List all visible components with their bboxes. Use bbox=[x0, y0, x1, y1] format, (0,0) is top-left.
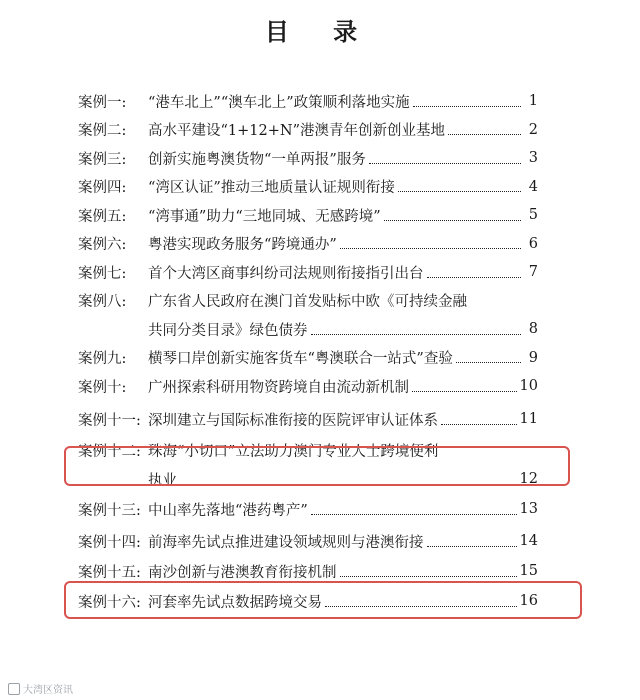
toc-entry-label: 案例十: bbox=[78, 379, 127, 396]
toc-entry-page-number: 7 bbox=[528, 264, 538, 280]
toc-entry-page-number: 13 bbox=[519, 501, 538, 517]
toc-entry-label: 案例三: bbox=[78, 151, 127, 168]
toc-entry-page-number: 10 bbox=[519, 378, 538, 394]
toc-entry[interactable] bbox=[78, 288, 538, 314]
toc-entry-leader bbox=[456, 362, 521, 363]
toc-entry[interactable] bbox=[78, 174, 538, 200]
toc-entry-leader bbox=[340, 248, 521, 249]
toc-entry-page-number: 9 bbox=[528, 349, 538, 366]
toc-entry-title: 粤港实现政务服务“跨境通办” bbox=[148, 237, 337, 253]
toc-entry-label: 案例八: bbox=[78, 294, 127, 310]
toc-entry-label: 案例六: bbox=[78, 237, 127, 253]
toc-entry-leader bbox=[441, 424, 517, 425]
toc-entry-label: 案例五: bbox=[78, 208, 127, 225]
toc-entry-leader bbox=[427, 277, 522, 278]
toc-entry-title: 珠海“小切口”立法助力澳门专业人士跨境便利 bbox=[148, 443, 439, 460]
toc-entry-label: 案例二: bbox=[78, 123, 127, 139]
toc-entry-label: 案例十六: bbox=[78, 594, 141, 611]
toc-entry[interactable] bbox=[78, 406, 538, 432]
toc-entry-page-number: 11 bbox=[519, 411, 538, 427]
toc-entry-title: 河套率先试点数据跨境交易 bbox=[148, 594, 322, 611]
watermark-text: 大湾区资讯 bbox=[23, 685, 73, 696]
toc-entry-leader bbox=[398, 191, 521, 192]
toc-entry-title: 共同分类目录》绿色债券 bbox=[148, 322, 308, 339]
toc-entry-leader bbox=[311, 514, 517, 515]
toc-entry-title: 创新实施粤澳货物“一单两报”服务 bbox=[148, 151, 366, 168]
toc-entry-page-number: 16 bbox=[519, 593, 538, 609]
watermark-logo-icon bbox=[8, 683, 20, 695]
toc-entry-page-number: 12 bbox=[519, 471, 538, 487]
toc-title: 目 录 bbox=[264, 17, 376, 46]
toc-entry-page-number: 2 bbox=[528, 121, 538, 138]
toc-entry-leader bbox=[311, 334, 522, 335]
toc-entry[interactable] bbox=[78, 88, 538, 114]
toc-entry-label: 案例九: bbox=[78, 351, 127, 367]
watermark bbox=[8, 681, 73, 696]
toc-entry[interactable] bbox=[78, 528, 538, 554]
toc-entry-label: 案例十五: bbox=[78, 564, 141, 581]
toc-entry-page-number: 15 bbox=[519, 563, 538, 579]
toc-entry[interactable] bbox=[78, 373, 538, 399]
toc-entry[interactable] bbox=[78, 496, 538, 522]
toc-entry-title: 横琴口岸创新实施客货车“粤澳联合一站式”查验 bbox=[148, 351, 453, 367]
toc-entry-leader bbox=[412, 391, 517, 392]
toc-entry-leader bbox=[369, 163, 521, 164]
toc-entry-title: 执业 bbox=[148, 472, 177, 489]
toc-entry-title: 广州探索科研用物资跨境自由流动新机制 bbox=[148, 379, 409, 396]
toc-entry-page-number: 1 bbox=[528, 93, 538, 109]
highlight-box-case-14 bbox=[64, 581, 582, 619]
toc-entry[interactable] bbox=[78, 345, 538, 371]
toc-entry-title: 首个大湾区商事纠纷司法规则衔接指引出台 bbox=[148, 265, 424, 282]
toc-entry-page-number: 6 bbox=[528, 235, 538, 252]
toc-entry-leader bbox=[448, 134, 521, 135]
toc-entry-leader bbox=[340, 576, 517, 577]
toc-entry-title: “港车北上”“澳车北上”政策顺利落地实施 bbox=[148, 94, 410, 111]
toc-entry-page-number: 14 bbox=[519, 533, 538, 549]
toc-entry-label: 案例十四: bbox=[78, 534, 141, 551]
toc-entry-title: 广东省人民政府在澳门首发贴标中欧《可持续金融 bbox=[148, 294, 467, 310]
toc-entry-page-number: 4 bbox=[528, 178, 538, 195]
highlight-box-case-11 bbox=[64, 446, 570, 486]
toc-entry-title: “湾事通”助力“三地同城、无感跨境” bbox=[148, 208, 381, 225]
toc-entry[interactable] bbox=[78, 145, 538, 171]
toc-entry-leader bbox=[413, 106, 521, 107]
toc-entry-leader bbox=[384, 220, 521, 221]
toc-entry[interactable] bbox=[78, 202, 538, 228]
toc-entry-title: 前海率先试点推进建设领域规则与港澳衔接 bbox=[148, 534, 424, 551]
toc-entry-page-number: 5 bbox=[528, 207, 538, 223]
toc-entry-label: 案例十二: bbox=[78, 443, 141, 460]
toc-entry-label: 案例一: bbox=[78, 94, 127, 111]
toc-entry-label: 案例七: bbox=[78, 265, 127, 282]
toc-entry-title: 高水平建设“1+12+N”港澳青年创新创业基地 bbox=[148, 123, 445, 139]
toc-entry-label: 案例四: bbox=[78, 180, 127, 196]
toc-entry-title: 南沙创新与港澳教育衔接机制 bbox=[148, 564, 337, 581]
toc-entry-title: “湾区认证”推动三地质量认证规则衔接 bbox=[148, 180, 395, 196]
toc-entry[interactable] bbox=[78, 231, 538, 257]
toc-entry-page-number: 8 bbox=[528, 321, 538, 337]
toc-entry-label: 案例十三: bbox=[78, 502, 141, 519]
toc-entry-label: 案例十一: bbox=[78, 412, 141, 429]
toc-entry[interactable] bbox=[78, 316, 538, 342]
toc-entry-page-number: 3 bbox=[528, 150, 538, 166]
toc-entry-leader bbox=[427, 546, 517, 547]
toc-entry[interactable] bbox=[78, 259, 538, 285]
toc-entry-title: 深圳建立与国际标准衔接的医院评审认证体系 bbox=[148, 412, 438, 429]
toc-entry-title: 中山率先落地“港药粤产” bbox=[148, 502, 308, 519]
toc-entry[interactable] bbox=[78, 117, 538, 143]
